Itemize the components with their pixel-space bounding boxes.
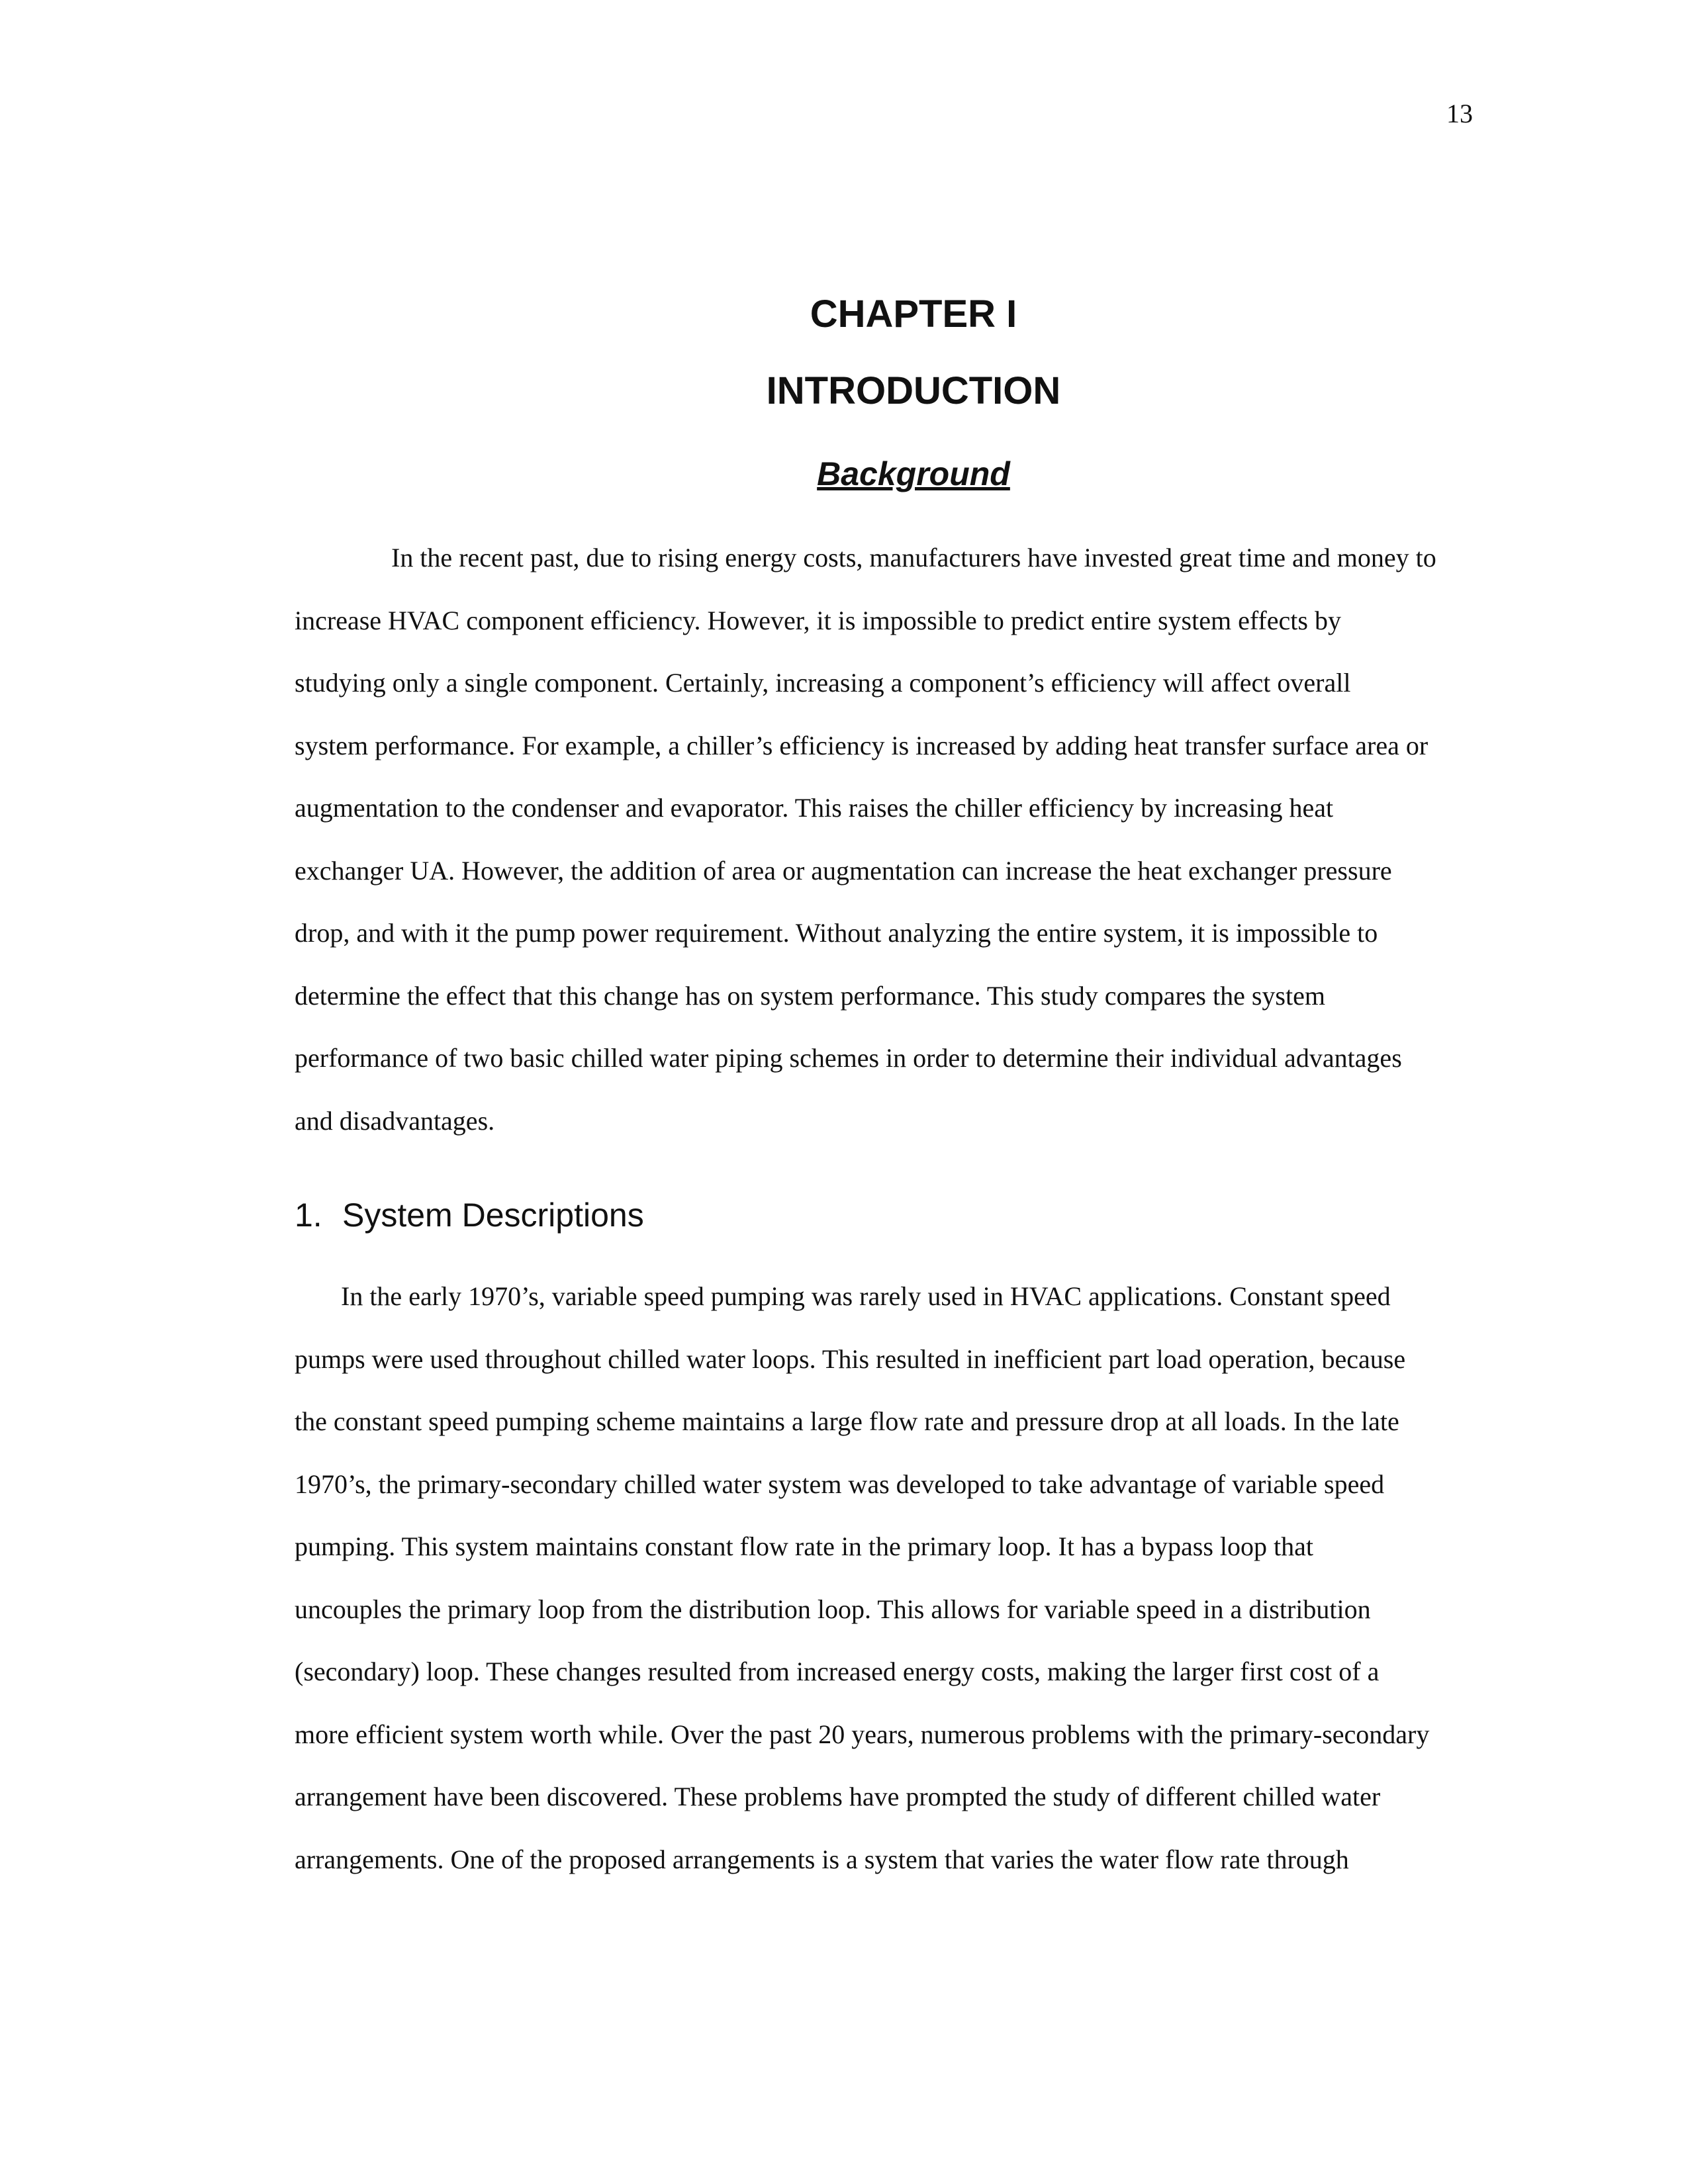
paragraph-line: and disadvantages. — [295, 1105, 495, 1136]
subsection-number: 1. — [295, 1197, 322, 1234]
paragraph-line: determine the effect that this change has on system performance. This study compares the system — [295, 980, 1325, 1011]
paragraph-line: pumping. This system maintains constant flow rate in the primary loop. It has a bypass loop that — [295, 1531, 1314, 1561]
paragraph-line: the constant speed pumping scheme maintains a large flow rate and pressure drop at all loads. In the late — [295, 1406, 1399, 1436]
paragraph-line: augmentation to the condenser and evaporator. This raises the chiller efficiency by increasing heat — [295, 793, 1334, 823]
paragraph-line: arrangement have been discovered. These problems have prompted the study of different chilled water — [295, 1782, 1381, 1811]
system-descriptions-paragraph — [295, 1265, 1473, 1891]
paragraph-line: increase HVAC component efficiency. However, it is impossible to predict entire system effects by — [295, 605, 1341, 635]
background-paragraph — [295, 527, 1473, 1152]
paragraph-line: exchanger UA. However, the addition of area or augmentation can increase the heat exchanger pressure — [295, 855, 1392, 886]
subsection-title: System Descriptions — [342, 1197, 644, 1234]
chapter-label: CHAPTER I — [810, 293, 1017, 336]
paragraph-line: In the early 1970’s, variable speed pumping was rarely used in HVAC applications. Constant speed — [341, 1281, 1391, 1311]
paragraph-line: pumps were used throughout chilled water loops. This resulted in inefficient part load operation, because — [295, 1343, 1406, 1374]
section-heading: Background — [817, 455, 1010, 492]
paragraph-line: system performance. For example, a chiller’s efficiency is increased by adding heat transfer surface area or — [295, 730, 1429, 760]
page-number: 13 — [1446, 99, 1473, 128]
paragraph-line: In the recent past, due to rising energy costs, manufacturers have invested great time and money to — [391, 543, 1436, 572]
subsection-heading — [295, 1194, 644, 1236]
chapter-title: INTRODUCTION — [766, 369, 1061, 412]
paragraph-line: (secondary) loop. These changes resulted from increased energy costs, making the larger first cost of a — [295, 1657, 1380, 1686]
paragraph-line: arrangements. One of the proposed arrangements is a system that varies the water flow rate through — [295, 1844, 1349, 1874]
paragraph-line: 1970’s, the primary-secondary chilled water system was developed to take advantage of variable speed — [295, 1469, 1385, 1499]
paragraph-line: studying only a single component. Certainly, increasing a component’s efficiency will affect overall — [295, 668, 1351, 698]
paragraph-line: performance of two basic chilled water piping schemes in order to determine their individual advantages — [295, 1043, 1402, 1073]
paragraph-line: uncouples the primary loop from the distribution loop. This allows for variable speed in a distribution — [295, 1594, 1371, 1624]
paragraph-line: drop, and with it the pump power requirement. Without analyzing the entire system, it is impossible to — [295, 918, 1378, 948]
paragraph-line: more efficient system worth while. Over the past 20 years, numerous problems with the primary-secondary — [295, 1719, 1430, 1749]
